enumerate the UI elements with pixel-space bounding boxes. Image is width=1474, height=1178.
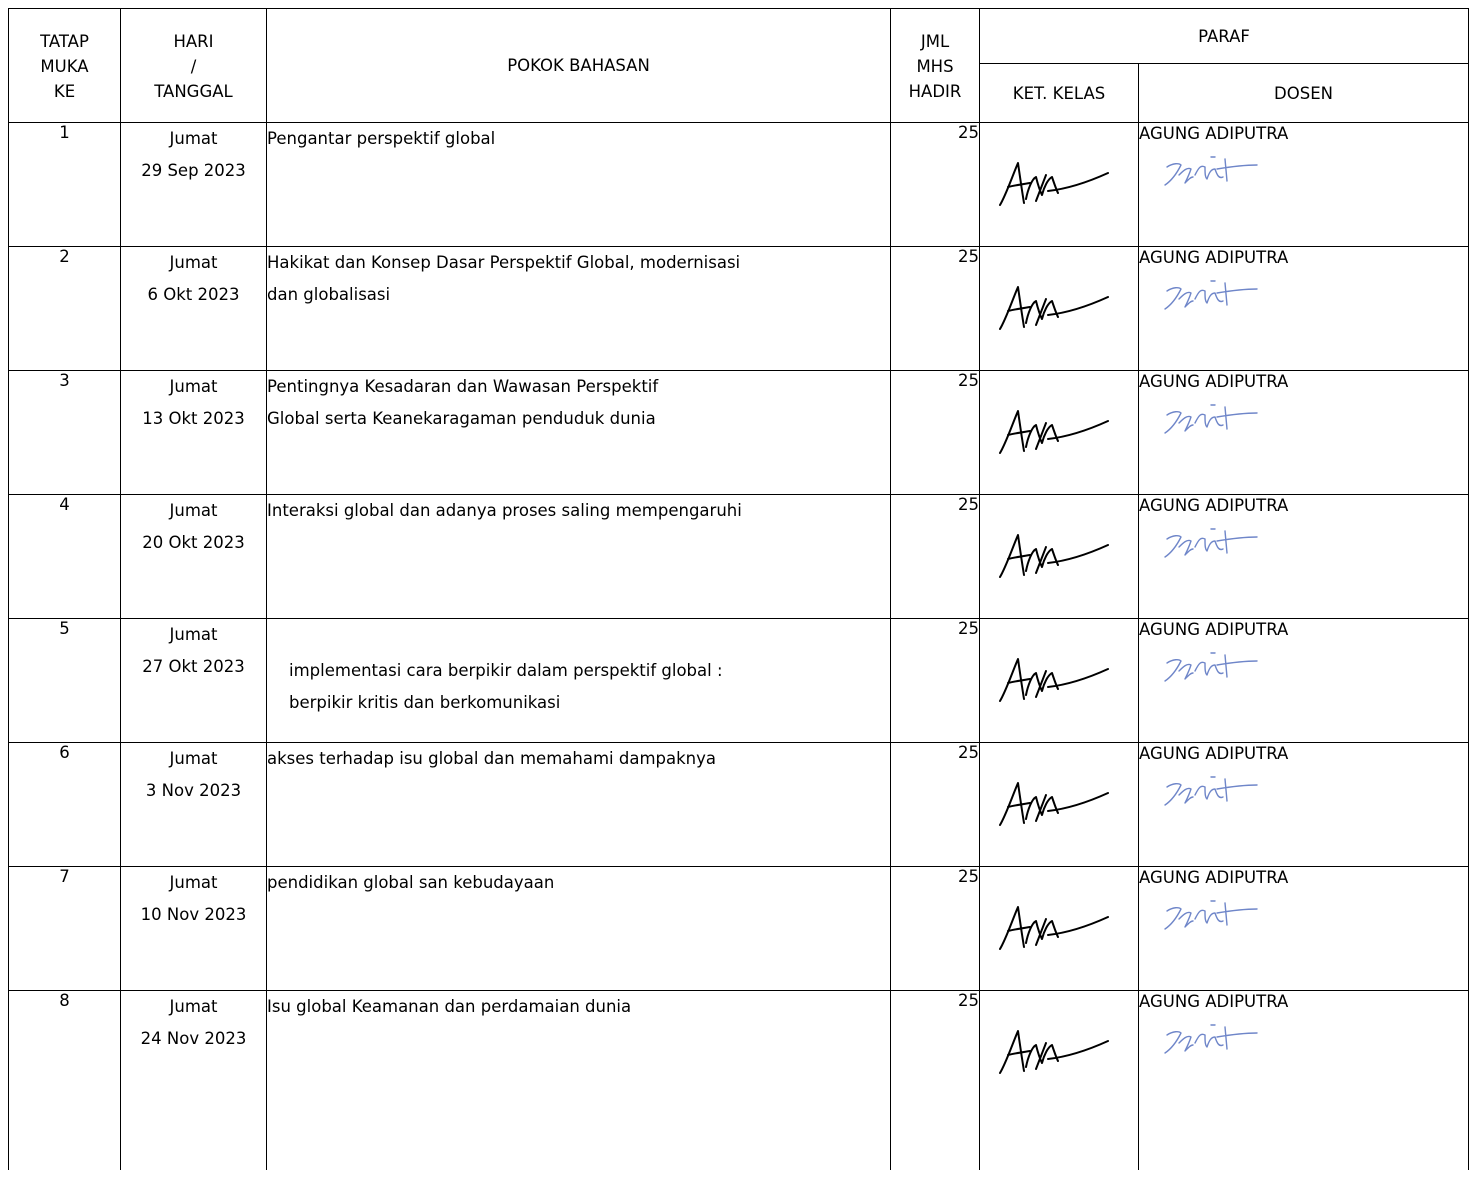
attendance-count xyxy=(891,619,980,743)
attendance-count xyxy=(891,867,980,991)
attendance-count xyxy=(891,743,980,867)
topic-line: Interaksi global dan adanya proses saling mempengaruhi xyxy=(267,501,742,520)
meeting-number-value: 4 xyxy=(59,495,70,514)
meeting-day: Jumat xyxy=(169,625,218,644)
header-hari-line: HARI xyxy=(173,32,214,51)
meeting-number-value: 8 xyxy=(59,991,70,1010)
meeting-number xyxy=(9,123,121,247)
lecturer-signature-icon xyxy=(1161,649,1261,685)
topic-cell xyxy=(267,495,891,619)
attendance-count-value: 25 xyxy=(958,991,979,1010)
meeting-day: Jumat xyxy=(169,253,218,272)
header-jml-line: JML xyxy=(920,32,950,51)
dosen-name: AGUNG ADIPUTRA xyxy=(1139,868,1289,887)
meeting-date: 27 Okt 2023 xyxy=(142,657,245,676)
meeting-day: Jumat xyxy=(169,873,218,892)
header-ke-line: KE xyxy=(53,82,76,101)
topic-line: Hakikat dan Konsep Dasar Perspektif Global, modernisasi xyxy=(267,253,741,272)
meeting-date-cell xyxy=(121,247,267,371)
topic-cell xyxy=(267,371,891,495)
header-ket-kelas xyxy=(980,64,1139,123)
attendance-count-value: 25 xyxy=(958,123,979,142)
dosen-name: AGUNG ADIPUTRA xyxy=(1139,744,1289,763)
topic-line: pendidikan global san kebudayaan xyxy=(267,873,555,892)
class-rep-signature-icon xyxy=(996,651,1116,711)
topic-line: akses terhadap isu global dan memahami dampaknya xyxy=(267,749,716,768)
class-rep-signature-icon xyxy=(996,279,1116,339)
dosen-name: AGUNG ADIPUTRA xyxy=(1139,496,1289,515)
header-paraf xyxy=(980,9,1469,64)
topic-cell xyxy=(267,619,891,743)
meeting-date-cell xyxy=(121,743,267,867)
topic-line: dan globalisasi xyxy=(267,285,391,304)
table-row xyxy=(9,743,1469,867)
attendance-count-value: 25 xyxy=(958,247,979,266)
meeting-day: Jumat xyxy=(169,377,218,396)
meeting-date: 20 Okt 2023 xyxy=(142,533,245,552)
page-bottom-edge xyxy=(0,1170,1474,1178)
meeting-number xyxy=(9,867,121,991)
attendance-count-value: 25 xyxy=(958,867,979,886)
attendance-count xyxy=(891,123,980,247)
lecturer-signature-icon xyxy=(1161,277,1261,313)
meeting-day: Jumat xyxy=(169,129,218,148)
meeting-number-value: 3 xyxy=(59,371,70,390)
lecturer-signature-icon xyxy=(1161,773,1261,809)
meeting-number-value: 5 xyxy=(59,619,70,638)
attendance-rows xyxy=(9,123,1469,1176)
class-rep-signature-icon xyxy=(996,527,1116,587)
dosen-cell xyxy=(1139,991,1469,1176)
ket-kelas-cell xyxy=(980,247,1139,371)
meeting-date-cell xyxy=(121,495,267,619)
table-row xyxy=(9,123,1469,247)
dosen-cell xyxy=(1139,371,1469,495)
attendance-table xyxy=(8,8,1469,1176)
attendance-count-value: 25 xyxy=(958,371,979,390)
header-mhs-line: MHS xyxy=(916,57,954,76)
meeting-date: 3 Nov 2023 xyxy=(145,781,242,800)
meeting-date-cell xyxy=(121,867,267,991)
table-row xyxy=(9,247,1469,371)
ket-kelas-cell xyxy=(980,123,1139,247)
meeting-date: 29 Sep 2023 xyxy=(141,161,246,180)
lecturer-signature-icon xyxy=(1161,1021,1261,1057)
attendance-count-value: 25 xyxy=(958,743,979,762)
meeting-number-value: 1 xyxy=(59,123,70,142)
attendance-count-value: 25 xyxy=(958,619,979,638)
meeting-date-cell xyxy=(121,619,267,743)
class-rep-signature-icon xyxy=(996,155,1116,215)
lecturer-signature-icon xyxy=(1161,153,1261,189)
meeting-date: 24 Nov 2023 xyxy=(140,1029,247,1048)
class-rep-signature-icon xyxy=(996,775,1116,835)
meeting-number xyxy=(9,619,121,743)
table-row xyxy=(9,495,1469,619)
dosen-name: AGUNG ADIPUTRA xyxy=(1139,620,1289,639)
topic-cell xyxy=(267,991,891,1176)
meeting-date-cell xyxy=(121,371,267,495)
meeting-number-value: 2 xyxy=(59,247,70,266)
class-rep-signature-icon xyxy=(996,1023,1116,1083)
ket-kelas-cell xyxy=(980,991,1139,1176)
dosen-cell xyxy=(1139,247,1469,371)
header-hadir-line: HADIR xyxy=(908,82,962,101)
dosen-name: AGUNG ADIPUTRA xyxy=(1139,248,1289,267)
meeting-date: 13 Okt 2023 xyxy=(142,409,245,428)
attendance-count xyxy=(891,991,980,1176)
meeting-number xyxy=(9,743,121,867)
header-pokok-bahasan-label: POKOK BAHASAN xyxy=(507,56,650,75)
class-rep-signature-icon xyxy=(996,403,1116,463)
dosen-cell xyxy=(1139,867,1469,991)
dosen-cell xyxy=(1139,743,1469,867)
topic-line: berpikir kritis dan berkomunikasi xyxy=(289,693,561,712)
topic-cell xyxy=(267,123,891,247)
attendance-count xyxy=(891,371,980,495)
topic-line: Pengantar perspektif global xyxy=(267,129,496,148)
meeting-number-value: 7 xyxy=(59,867,70,886)
attendance-count xyxy=(891,495,980,619)
attendance-sheet xyxy=(8,8,1468,1178)
ket-kelas-cell xyxy=(980,495,1139,619)
dosen-name: AGUNG ADIPUTRA xyxy=(1139,124,1289,143)
topic-line: Pentingnya Kesadaran dan Wawasan Perspektif xyxy=(267,377,659,396)
meeting-number xyxy=(9,991,121,1176)
dosen-cell xyxy=(1139,123,1469,247)
topic-cell xyxy=(267,867,891,991)
dosen-cell xyxy=(1139,619,1469,743)
meeting-date-cell xyxy=(121,123,267,247)
topic-line: Isu global Keamanan dan perdamaian dunia xyxy=(267,997,632,1016)
attendance-count xyxy=(891,247,980,371)
header-tanggal-line: TANGGAL xyxy=(154,82,233,101)
meeting-date: 10 Nov 2023 xyxy=(140,905,247,924)
lecturer-signature-icon xyxy=(1161,525,1261,561)
ket-kelas-cell xyxy=(980,371,1139,495)
meeting-day: Jumat xyxy=(169,997,218,1016)
meeting-number xyxy=(9,371,121,495)
header-jml-mhs-hadir xyxy=(891,9,980,123)
table-row xyxy=(9,867,1469,991)
topic-line: implementasi cara berpikir dalam perspektif global : xyxy=(289,661,723,680)
header-paraf-label: PARAF xyxy=(1198,26,1250,46)
meeting-number-value: 6 xyxy=(59,743,70,762)
meeting-day: Jumat xyxy=(169,749,218,768)
header-dosen xyxy=(1139,64,1469,123)
meeting-date-cell xyxy=(121,991,267,1176)
header-dosen-label: DOSEN xyxy=(1274,83,1333,103)
ket-kelas-cell xyxy=(980,867,1139,991)
header-slash-line: / xyxy=(190,57,197,76)
dosen-name: AGUNG ADIPUTRA xyxy=(1139,372,1289,391)
table-row xyxy=(9,371,1469,495)
header-ket-kelas-label: KET. KELAS xyxy=(1012,83,1106,103)
header-tatap-muka xyxy=(9,9,121,123)
dosen-name: AGUNG ADIPUTRA xyxy=(1139,992,1289,1011)
meeting-day: Jumat xyxy=(169,501,218,520)
lecturer-signature-icon xyxy=(1161,401,1261,437)
ket-kelas-cell xyxy=(980,619,1139,743)
header-muka-line: MUKA xyxy=(40,57,89,76)
topic-cell xyxy=(267,743,891,867)
meeting-date: 6 Okt 2023 xyxy=(147,285,240,304)
meeting-number xyxy=(9,247,121,371)
ket-kelas-cell xyxy=(980,743,1139,867)
class-rep-signature-icon xyxy=(996,899,1116,959)
table-row xyxy=(9,619,1469,743)
lecturer-signature-icon xyxy=(1161,897,1261,933)
header-tatap-line: TATAP xyxy=(40,32,89,51)
dosen-cell xyxy=(1139,495,1469,619)
attendance-count-value: 25 xyxy=(958,495,979,514)
header-hari-tanggal xyxy=(121,9,267,123)
topic-line: Global serta Keanekaragaman penduduk dunia xyxy=(267,409,656,428)
table-row xyxy=(9,991,1469,1176)
meeting-number xyxy=(9,495,121,619)
topic-cell xyxy=(267,247,891,371)
header-pokok-bahasan xyxy=(267,9,891,123)
